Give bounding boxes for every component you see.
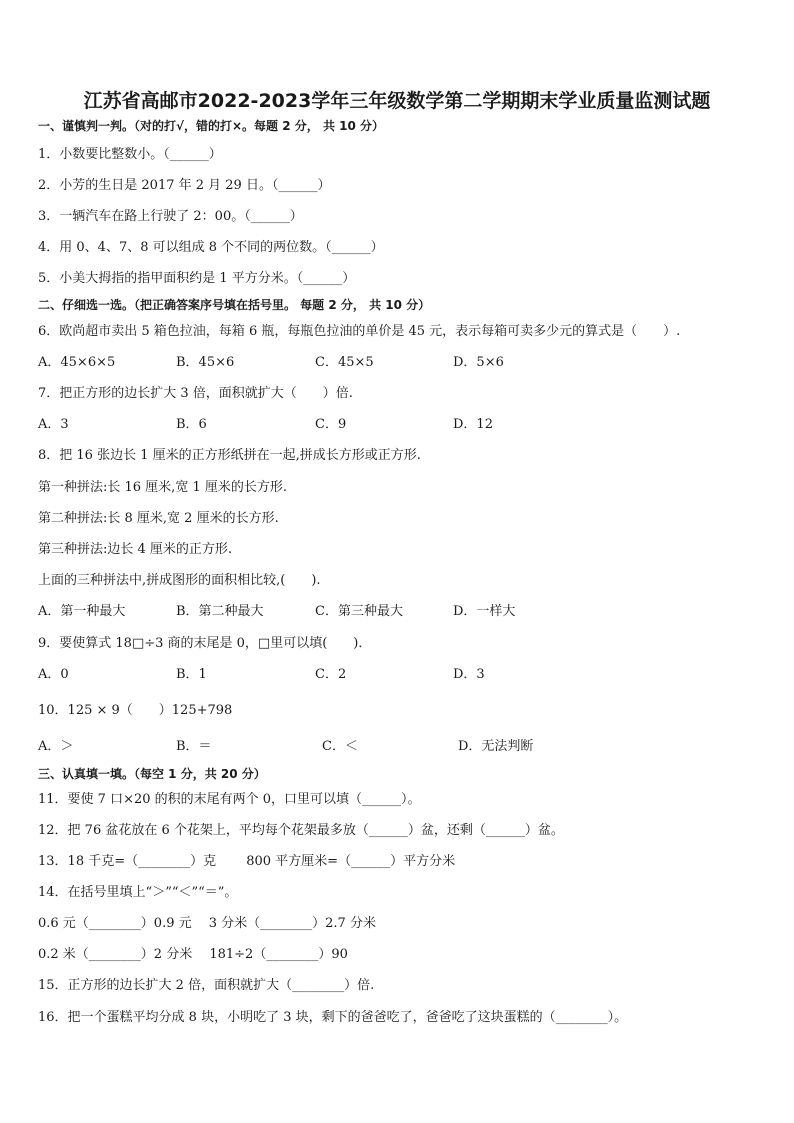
section-2-heading: 二、仔细选一选。（把正确答案序号填在括号里。 每题 2 分， 共 10 分） — [38, 298, 431, 312]
question-13: 13．18 千克=（________）克 800 平方厘米=（______）平方分米 — [38, 854, 456, 869]
question-3: 3．一辆汽车在路上行驶了 2：00。（______） — [38, 209, 303, 224]
question-6: 6．欧尚超市卖出 5 箱色拉油，每箱 6 瓶，每瓶色拉油的单价是 45 元，表示每箱可卖多少元的算式是（ ）. — [38, 324, 681, 339]
q7-option-c: C．9 — [315, 417, 347, 432]
question-5: 5．小美大拇指的指甲面积约是 1 平方分米。（______） — [38, 271, 356, 286]
question-8-line-1: 第一种拼法:长 16 厘米,宽 1 厘米的长方形. — [38, 480, 287, 495]
q10-option-a: A．＞ — [38, 739, 74, 754]
q8-option-c: C．第三种最大 — [315, 604, 403, 619]
question-15: 15．正方形的边长扩大 2 倍，面积就扩大（________）倍. — [38, 978, 375, 993]
q8-option-b: B．第二种最大 — [176, 604, 264, 619]
q7-option-d: D．12 — [453, 417, 493, 432]
question-14-line-2: 0.2 米（________）2 分米 181÷2（________）90 — [38, 947, 348, 962]
question-11: 11．要使 7 口×20 的积的末尾有两个 0，口里可以填（______）。 — [38, 792, 421, 807]
q9-option-b: B．1 — [176, 667, 207, 682]
question-9: 9．要使算式 18□÷3 商的末尾是 0，□里可以填( )． — [38, 636, 372, 651]
question-1: 1．小数要比整数小。（______） — [38, 147, 222, 162]
q7-option-a: A．3 — [38, 417, 69, 432]
q6-option-d: D．5×6 — [453, 355, 504, 370]
question-8-line-3: 第三种拼法:边长 4 厘米的正方形. — [38, 542, 233, 557]
q6-option-c: C．45×5 — [315, 355, 374, 370]
q9-option-a: A．0 — [38, 667, 69, 682]
q7-option-b: B．6 — [176, 417, 207, 432]
question-14: 14．在括号里填上“＞”“＜”“＝”。 — [38, 885, 238, 900]
q6-option-b: B．45×6 — [176, 355, 235, 370]
question-7: 7．把正方形的边长扩大 3 倍，面积就扩大（ ）倍. — [38, 386, 353, 401]
section-3-heading: 三、认真填一填。（每空 1 分，共 20 分） — [38, 767, 266, 781]
q10-option-b: B．＝ — [176, 739, 212, 754]
q9-option-d: D．3 — [453, 667, 485, 682]
question-14-line-1: 0.6 元（________）0.9 元 3 分米（________）2.7 分米 — [38, 916, 376, 931]
question-4: 4．用 0、4、7、8 可以组成 8 个不同的两位数。（______） — [38, 240, 384, 255]
question-8: 8．把 16 张边长 1 厘米的正方形纸拼在一起,拼成长方形或正方形. — [38, 448, 421, 463]
question-8-line-4: 上面的三种拼法中,拼成图形的面积相比较,( ). — [38, 573, 321, 588]
section-1-heading: 一、谨慎判一判。（对的打√，错的打×。每题 2 分， 共 10 分） — [38, 119, 384, 133]
question-10: 10．125 × 9（ ）125+798 — [38, 703, 233, 718]
question-2: 2．小芳的生日是 2017 年 2 月 29 日。（______） — [38, 178, 331, 193]
q6-option-a: A．45×6×5 — [38, 355, 116, 370]
question-8-line-2: 第二种拼法:长 8 厘米,宽 2 厘米的长方形. — [38, 511, 279, 526]
q10-option-d: D．无法判断 — [458, 739, 534, 754]
q8-option-a: A．第一种最大 — [38, 604, 126, 619]
q10-option-c: C．＜ — [322, 739, 358, 754]
question-16: 16．把一个蛋糕平均分成 8 块，小明吃了 3 块，剩下的爸爸吃了，爸爸吃了这块蛋糕的（________）。 — [38, 1010, 628, 1025]
q8-option-d: D．一样大 — [453, 604, 516, 619]
page-title: 江苏省高邮市2022-2023学年三年级数学第二学期期末学业质量监测试题 — [83, 90, 711, 112]
question-12: 12．把 76 盆花放在 6 个花架上，平均每个花架最多放（______）盆，还剩（______）盆。 — [38, 823, 564, 838]
q9-option-c: C．2 — [315, 667, 347, 682]
